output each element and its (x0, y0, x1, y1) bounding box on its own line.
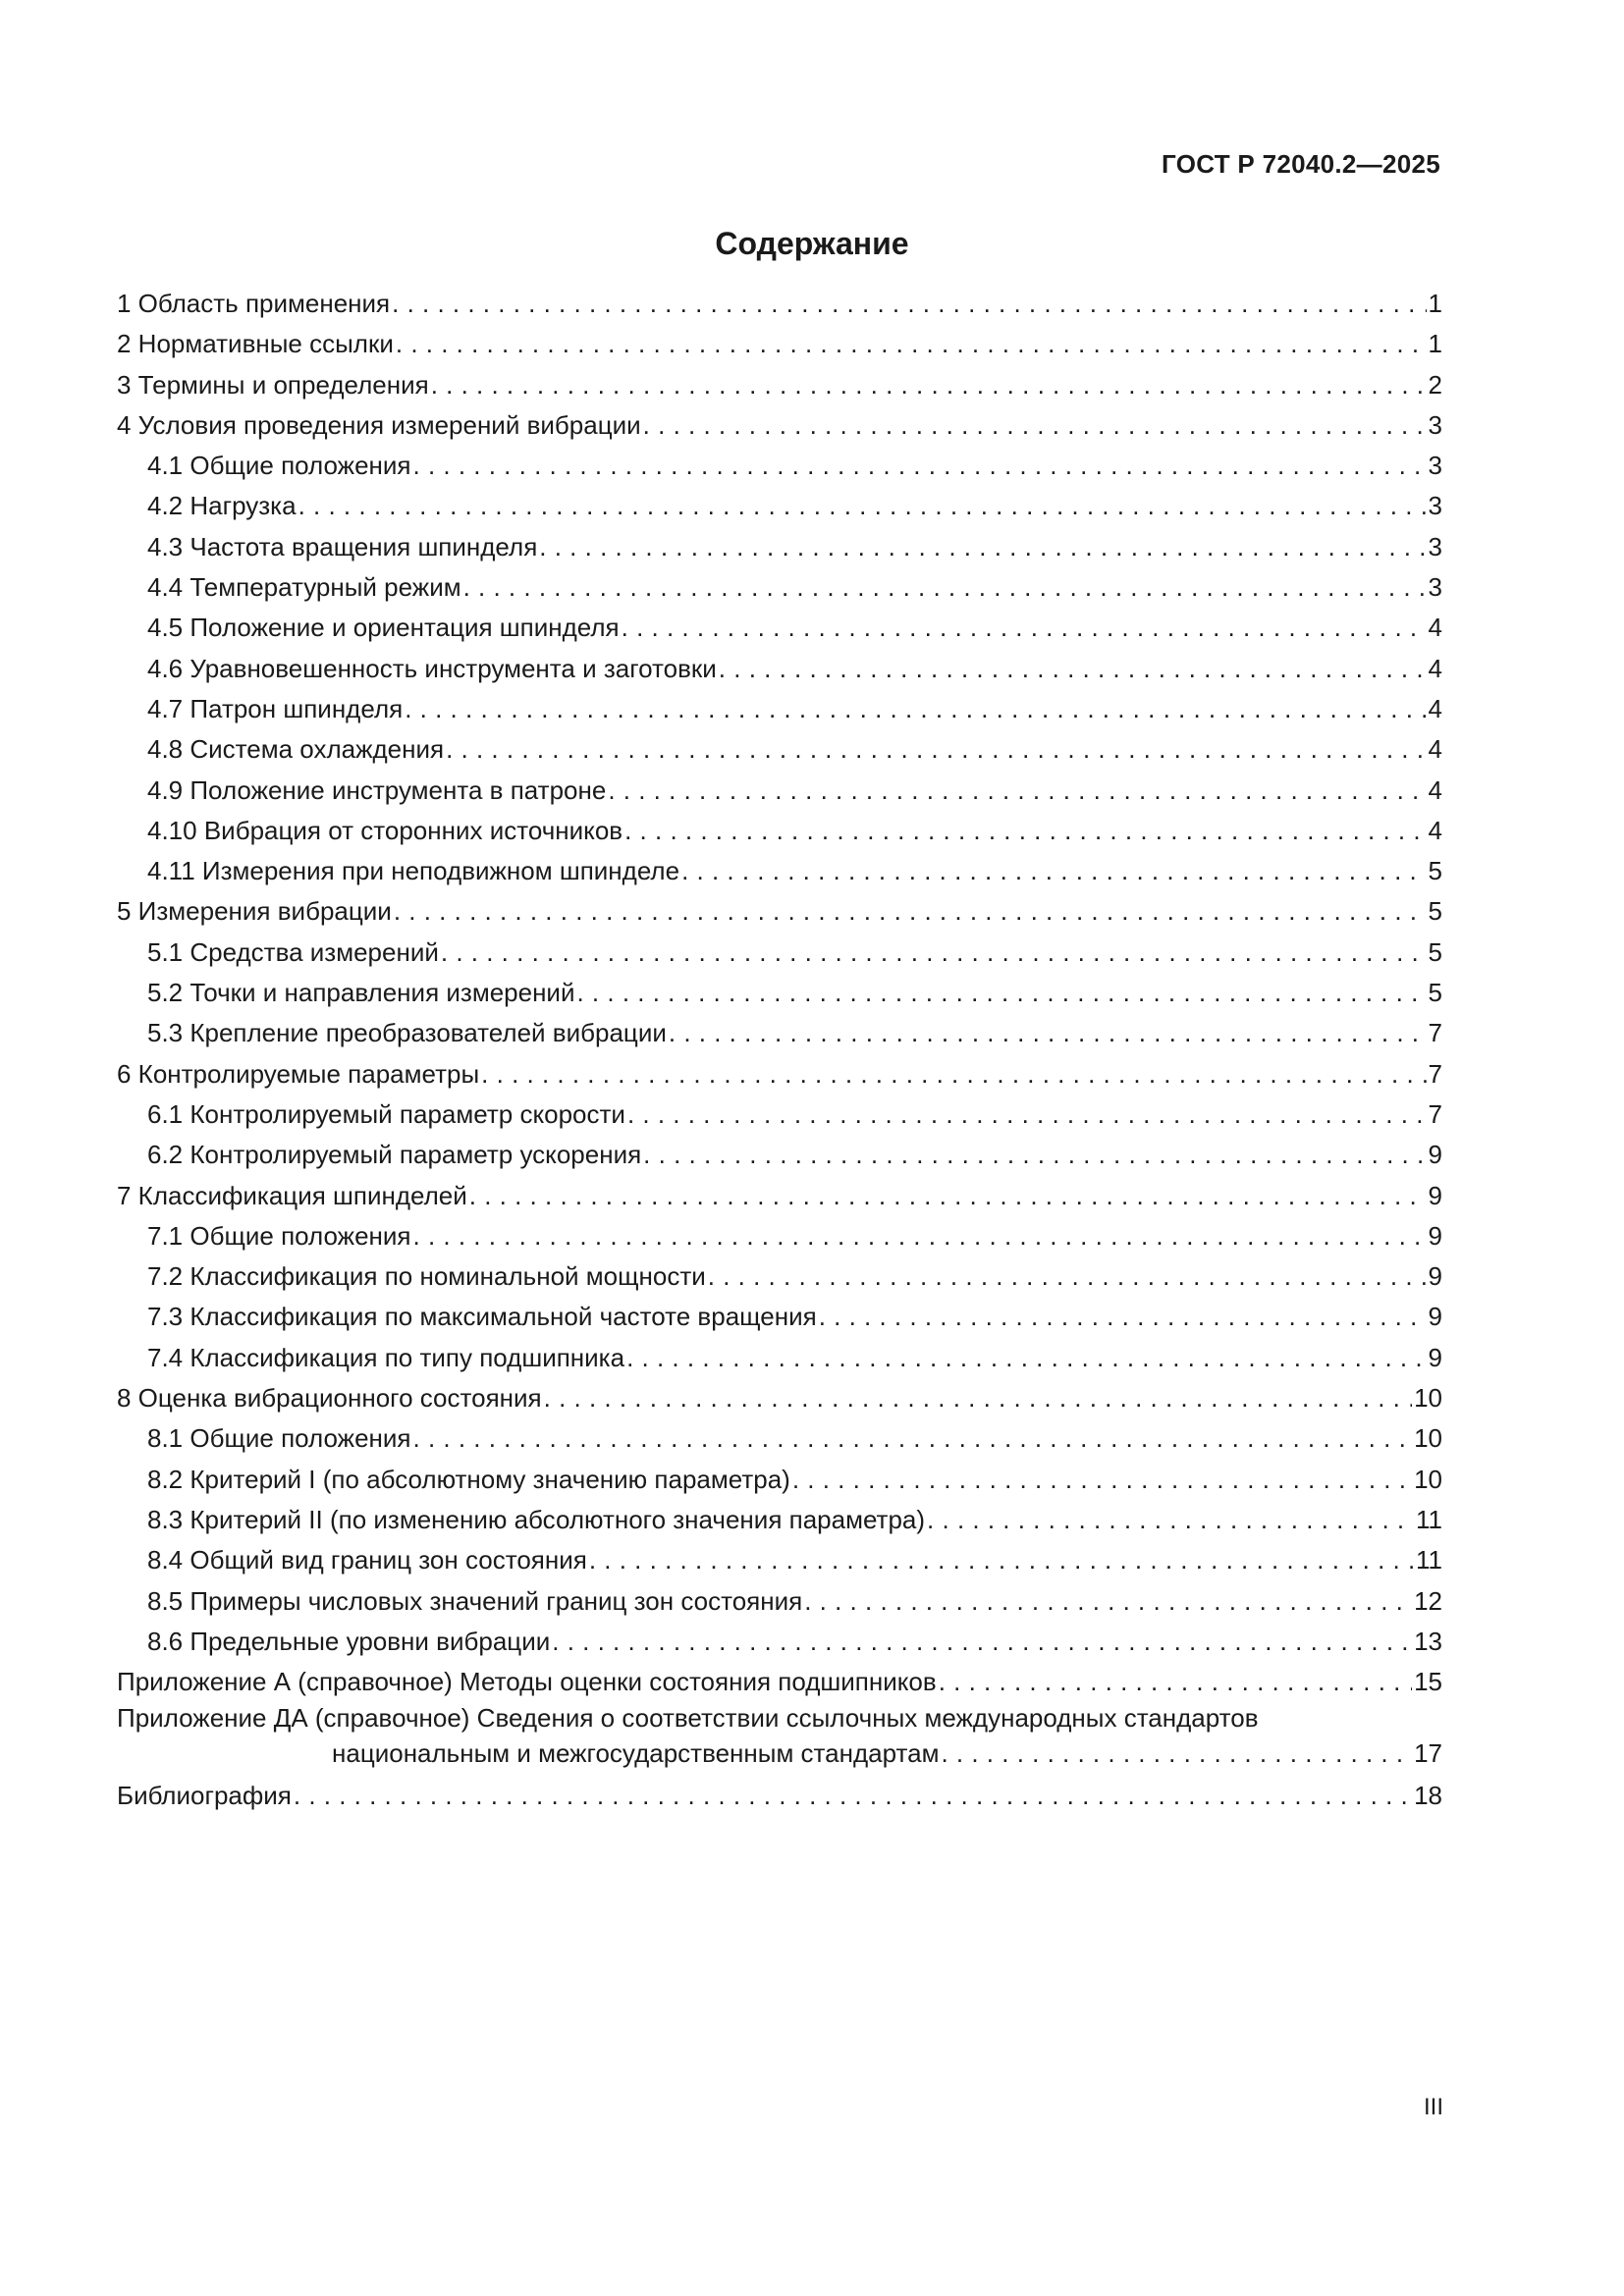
toc-entry-label: 1 Область применения (117, 289, 391, 318)
toc-entry-page: 2 (1428, 369, 1442, 400)
toc-entry-page: 3 (1428, 491, 1442, 521)
toc-entry-page: 4 (1428, 653, 1442, 683)
toc-leader-dots (643, 405, 1427, 446)
toc-leader-dots (469, 1176, 1427, 1216)
toc-leader-dots (413, 446, 1427, 486)
toc-entry[interactable] (117, 1662, 1442, 1702)
toc-leader-dots (608, 771, 1426, 811)
toc-entry-page: 1 (1428, 329, 1442, 359)
toc-entry[interactable] (117, 405, 1442, 446)
toc-entry-label: 5 Измерения вибрации (117, 896, 392, 927)
toc-entry-page: 7 (1428, 1018, 1442, 1048)
toc-entry[interactable] (117, 649, 1442, 689)
toc-entry[interactable] (117, 284, 1442, 324)
toc-entry-label: 6.1 Контролируемый параметр скорости (147, 1098, 625, 1129)
toc-entry-label: 4 Условия проведения измерений вибрации (117, 409, 641, 440)
toc-entry-line2 (117, 1735, 1442, 1775)
toc-entry-label: 5.1 Средства измерений (147, 936, 439, 967)
page-number: III (1423, 2094, 1443, 2120)
toc-entry-label: 4.10 Вибрация от сторонних источников (147, 815, 623, 845)
toc-leader-dots (413, 1418, 1413, 1459)
toc-entry-page: 18 (1414, 1780, 1442, 1810)
toc-entry-page: 9 (1428, 1261, 1442, 1292)
toc-entry-label: 4.3 Частота вращения шпинделя (147, 531, 538, 561)
toc-leader-dots (681, 851, 1426, 891)
toc-entry-annex-da[interactable] (117, 1702, 1442, 1775)
toc-entry-page: 10 (1414, 1464, 1442, 1494)
toc-leader-dots (627, 1095, 1427, 1135)
toc-leader-dots (669, 1013, 1427, 1053)
toc-entry-page: 4 (1428, 815, 1442, 845)
toc-entry-page: 11 (1416, 1504, 1442, 1534)
document-id: ГОСТ Р 72040.2—2025 (1162, 149, 1440, 179)
toc-entry-label: 4.11 Измерения при неподвижном шпинделе (147, 856, 680, 886)
toc-entry-page: 4 (1428, 613, 1442, 643)
toc-entry-page: 9 (1428, 1140, 1442, 1170)
toc-leader-dots (819, 1297, 1427, 1337)
toc-entry[interactable] (117, 973, 1442, 1013)
toc-entry-page: 9 (1428, 1302, 1442, 1332)
toc-entry-label-line1: Приложение ДА (справочное) Сведения о соответствии ссылочных международных стандартов (117, 1703, 1259, 1734)
toc-entry[interactable] (117, 1135, 1442, 1175)
toc-entry[interactable] (117, 1176, 1442, 1216)
toc-leader-dots (719, 649, 1427, 689)
toc-entry-label: 4.7 Патрон шпинделя (147, 693, 404, 723)
toc-entry[interactable] (117, 1418, 1442, 1459)
toc-entry-label: 8.3 Критерий II (по изменению абсолютного значения параметра) (147, 1504, 926, 1534)
toc-entry-page: 5 (1428, 856, 1442, 886)
toc-entry-label: 8.6 Предельные уровни вибрации (147, 1626, 551, 1656)
toc-entry[interactable] (117, 771, 1442, 811)
toc-entry-page: 5 (1428, 978, 1442, 1008)
toc-entry-page: 9 (1428, 1220, 1442, 1251)
toc-leader-dots (624, 811, 1426, 851)
toc-entry-page: 3 (1428, 451, 1442, 481)
toc-entry[interactable] (117, 1054, 1442, 1095)
toc-entry[interactable] (117, 851, 1442, 891)
toc-leader-dots (294, 1776, 1412, 1816)
toc-leader-dots (927, 1500, 1414, 1540)
toc-entry-label: 7.4 Классификация по типу подшипника (147, 1342, 625, 1372)
toc-entry[interactable] (117, 1460, 1442, 1500)
toc-leader-dots (643, 1135, 1426, 1175)
toc-entry-label: 8.5 Примеры числовых значений границ зон состояния (147, 1585, 803, 1616)
toc-entry[interactable] (117, 1622, 1442, 1662)
toc-leader-dots (544, 1378, 1412, 1418)
toc-leader-dots (539, 527, 1426, 567)
toc-entry-page: 9 (1428, 1180, 1442, 1210)
toc-entry[interactable] (117, 365, 1442, 405)
toc-entry[interactable] (117, 1581, 1442, 1622)
toc-entry[interactable] (117, 811, 1442, 851)
toc-entry[interactable] (117, 446, 1442, 486)
toc-leader-dots (441, 933, 1427, 973)
toc-entry-label: 4.6 Уравновешенность инструмента и заготовки (147, 653, 717, 683)
toc-entry[interactable] (117, 1540, 1442, 1580)
toc-entry-page: 11 (1416, 1545, 1442, 1575)
toc-entry-label: 4.1 Общие положения (147, 451, 411, 481)
toc-entry-label: 4.2 Нагрузка (147, 491, 297, 521)
toc-entry-label: 4.9 Положение инструмента в патроне (147, 774, 607, 805)
toc-entry-label: 5.2 Точки и направления измерений (147, 978, 575, 1008)
toc-entry-page: 10 (1414, 1383, 1442, 1414)
toc-entry[interactable] (117, 1500, 1442, 1540)
page-title: Содержание (715, 226, 909, 261)
toc-entry-label: 8 Оценка вибрационного состояния (117, 1383, 542, 1414)
toc-entry-label: 8.4 Общий вид границ зон состояния (147, 1545, 587, 1575)
toc-leader-dots (298, 486, 1427, 526)
toc-entry-page: 9 (1428, 1342, 1442, 1372)
toc-entry[interactable] (117, 486, 1442, 526)
toc-entry[interactable] (117, 567, 1442, 608)
toc-leader-dots (481, 1054, 1426, 1095)
toc-entry[interactable] (117, 1338, 1442, 1378)
toc-entry-page: 10 (1414, 1423, 1442, 1454)
toc-entry[interactable] (117, 933, 1442, 973)
toc-entry-label: 7 Классификация шпинделей (117, 1180, 467, 1210)
toc-entry-page: 5 (1428, 936, 1442, 967)
table-of-contents (117, 284, 1442, 1816)
toc-leader-dots (552, 1622, 1412, 1662)
toc-entry-page: 15 (1414, 1667, 1442, 1697)
toc-entry-page: 4 (1428, 774, 1442, 805)
toc-leader-dots (576, 973, 1426, 1013)
toc-leader-dots (431, 365, 1427, 405)
toc-entry-page: 1 (1428, 289, 1442, 318)
toc-leader-dots (446, 729, 1426, 770)
toc-entry-page: 12 (1414, 1585, 1442, 1616)
toc-entry[interactable] (117, 1378, 1442, 1418)
toc-entry-label: Библиография (117, 1780, 292, 1810)
toc-entry[interactable] (117, 1013, 1442, 1053)
toc-entry-page: 7 (1428, 1098, 1442, 1129)
toc-leader-dots (708, 1256, 1427, 1297)
toc-entry[interactable] (117, 608, 1442, 648)
toc-leader-dots (463, 567, 1427, 608)
toc-leader-dots (396, 324, 1427, 364)
toc-entry-bibliography[interactable] (117, 1776, 1442, 1816)
toc-leader-dots (394, 891, 1427, 932)
toc-entry-label: 7.1 Общие положения (147, 1220, 411, 1251)
toc-leader-dots (622, 608, 1427, 648)
toc-entry[interactable] (117, 1256, 1442, 1297)
toc-leader-dots (804, 1581, 1412, 1622)
toc-leader-dots (626, 1338, 1426, 1378)
toc-entry-label: 7.3 Классификация по максимальной частоте вращения (147, 1302, 817, 1332)
toc-leader-dots (413, 1216, 1427, 1256)
toc-entry[interactable] (117, 527, 1442, 567)
toc-entry-label: 6 Контролируемые параметры (117, 1058, 480, 1089)
toc-entry[interactable] (117, 689, 1442, 729)
toc-leader-dots (392, 284, 1426, 324)
toc-entry[interactable] (117, 1095, 1442, 1135)
toc-entry[interactable] (117, 324, 1442, 364)
toc-entry-label: 5.3 Крепление преобразователей вибрации (147, 1018, 667, 1048)
toc-leader-dots (405, 689, 1426, 729)
toc-leader-dots (939, 1662, 1412, 1702)
toc-entry-label: 4.4 Температурный режим (147, 572, 461, 603)
toc-entry-page: 5 (1428, 896, 1442, 927)
toc-entry-page: 4 (1428, 693, 1442, 723)
toc-entry-page: 3 (1428, 409, 1442, 440)
toc-entry-label: 4.8 Система охлаждения (147, 734, 445, 765)
toc-entry[interactable] (117, 729, 1442, 770)
toc-entry-label: 4.5 Положение и ориентация шпинделя (147, 613, 620, 643)
toc-entry-label: 2 Нормативные ссылки (117, 329, 394, 359)
toc-entry-label: 6.2 Контролируемый параметр ускорения (147, 1140, 642, 1170)
toc-entry[interactable] (117, 1216, 1442, 1256)
toc-entry-label: 8.1 Общие положения (147, 1423, 411, 1454)
toc-entry-page: 13 (1414, 1626, 1442, 1656)
toc-entry-page: 3 (1428, 531, 1442, 561)
toc-leader-dots (589, 1540, 1414, 1580)
toc-entry-page: 7 (1428, 1058, 1442, 1089)
toc-entry-label: Приложение А (справочное) Методы оценки состояния подшипников (117, 1667, 937, 1697)
toc-entry[interactable] (117, 1297, 1442, 1337)
toc-entry-page: 4 (1428, 734, 1442, 765)
toc-entry-label-line2: национальным и межгосударственным стандартам (332, 1738, 940, 1769)
toc-entry[interactable] (117, 891, 1442, 932)
toc-leader-dots (941, 1735, 1412, 1772)
toc-entry-label: 3 Термины и определения (117, 369, 429, 400)
toc-entry-page: 17 (1414, 1738, 1442, 1769)
toc-entry-page: 3 (1428, 572, 1442, 603)
toc-entry-label: 7.2 Классификация по номинальной мощности (147, 1261, 706, 1292)
toc-leader-dots (792, 1460, 1412, 1500)
toc-entry-label: 8.2 Критерий I (по абсолютному значению параметра) (147, 1464, 790, 1494)
